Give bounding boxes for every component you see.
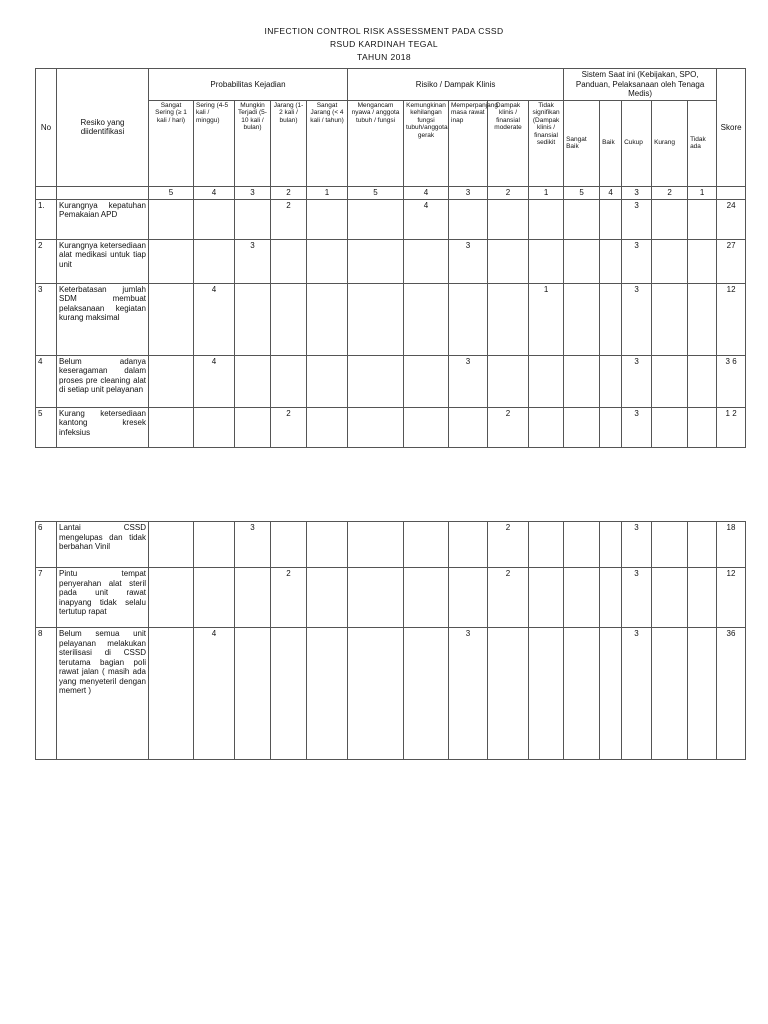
rating-cell — [564, 355, 600, 407]
rating-cell — [235, 407, 271, 447]
rating-cell: 3 — [235, 522, 271, 568]
rating-cell — [194, 199, 235, 239]
rating-cell — [194, 407, 235, 447]
rating-cell — [449, 283, 488, 355]
year-label: TAHUN 2018 — [357, 52, 411, 62]
rating-cell — [194, 239, 235, 283]
rating-cell — [564, 568, 600, 628]
rating-cell — [488, 628, 529, 760]
rating-cell — [652, 355, 688, 407]
rating-cell — [271, 522, 307, 568]
rating-cell — [271, 355, 307, 407]
rating-cell — [149, 628, 194, 760]
header-system-col: Baik — [600, 100, 622, 186]
weight-cell: 3 — [235, 186, 271, 199]
table-row — [36, 283, 746, 355]
rating-cell: 3 — [622, 568, 652, 628]
rating-cell: 3 — [449, 239, 488, 283]
rating-cell — [348, 407, 404, 447]
score-cell: 24 — [717, 199, 746, 239]
score-cell: 1 2 — [717, 407, 746, 447]
rating-cell — [564, 199, 600, 239]
row-number: 6 — [36, 522, 57, 568]
rating-cell — [348, 283, 404, 355]
header-probability-col: Sangat Sering (≥ 1 kali / hari) — [149, 100, 194, 186]
weight-cell: 2 — [652, 186, 688, 199]
rating-cell — [688, 407, 717, 447]
rating-cell — [348, 355, 404, 407]
header-system-col: Cukup — [622, 100, 652, 186]
score-cell: 3 6 — [717, 355, 746, 407]
rating-cell — [348, 239, 404, 283]
rating-cell — [307, 407, 348, 447]
rating-cell: 4 — [404, 199, 449, 239]
row-number: 5 — [36, 407, 57, 447]
rating-cell — [449, 407, 488, 447]
risk-description: Belum semua unit pelayanan melakukan sterilisasi di CSSD terutama bagian poli rawat jalan ( masih ada yang menyeteril dengan memert ) — [57, 628, 149, 760]
rating-cell: 4 — [194, 283, 235, 355]
weight-cell: 3 — [449, 186, 488, 199]
risk-table-page-1 — [35, 68, 746, 448]
weight-cell: 1 — [688, 186, 717, 199]
rating-cell: 2 — [488, 522, 529, 568]
rating-cell — [600, 283, 622, 355]
risk-description: Kurangnya kepatuhan Pemakaian APD — [57, 199, 149, 239]
header-impact-col: Mengancam nyawa / anggota tubuh / fungsi — [348, 100, 404, 186]
rating-cell — [564, 522, 600, 568]
header-system-col: Tidak ada — [688, 100, 717, 186]
rating-cell — [564, 239, 600, 283]
weight-cell: 5 — [348, 186, 404, 199]
rating-cell — [529, 407, 564, 447]
rating-cell — [688, 283, 717, 355]
rating-cell — [529, 568, 564, 628]
header-impact-col: Dampak klinis / finansial moderate — [488, 100, 529, 186]
weight-cell: 4 — [194, 186, 235, 199]
weight-cell: 5 — [564, 186, 600, 199]
rating-cell — [449, 568, 488, 628]
rating-cell — [307, 628, 348, 760]
rating-cell — [652, 522, 688, 568]
row-number: 8 — [36, 628, 57, 760]
row-number: 4 — [36, 355, 57, 407]
row-number: 1. — [36, 199, 57, 239]
rating-cell — [688, 239, 717, 283]
hospital-name: RSUD KARDINAH TEGAL — [329, 39, 439, 49]
weight-cell: 1 — [307, 186, 348, 199]
rating-cell: 2 — [271, 407, 307, 447]
rating-cell: 3 — [622, 355, 652, 407]
rating-cell: 3 — [449, 628, 488, 760]
rating-cell: 3 — [622, 522, 652, 568]
rating-cell: 2 — [271, 568, 307, 628]
rating-cell — [652, 407, 688, 447]
rating-cell — [348, 628, 404, 760]
rating-cell — [529, 199, 564, 239]
header-system-col: Kurang — [652, 100, 688, 186]
rating-cell — [194, 522, 235, 568]
rating-cell — [652, 568, 688, 628]
weight-cell: 4 — [600, 186, 622, 199]
rating-cell — [488, 283, 529, 355]
rating-cell — [564, 628, 600, 760]
rating-cell — [307, 522, 348, 568]
rating-cell — [404, 628, 449, 760]
rating-cell — [652, 239, 688, 283]
rating-cell — [449, 522, 488, 568]
header-current-system-group: Sistem Saat ini (Kebijakan, SPO, Panduan, Pelaksanaan oleh Tenaga Medis) — [564, 69, 717, 101]
rating-cell — [307, 568, 348, 628]
rating-cell — [600, 407, 622, 447]
rating-cell — [600, 568, 622, 628]
weight-cell: 2 — [271, 186, 307, 199]
rating-cell — [348, 568, 404, 628]
header-no: No — [36, 69, 57, 187]
rating-cell — [404, 407, 449, 447]
risk-description: Pintu tempat penyerahan alat steril pada unit rawat inapyang tidak selalu tertutup rapat — [57, 568, 149, 628]
table-row — [36, 199, 746, 239]
rating-cell — [600, 199, 622, 239]
risk-table-page-2 — [35, 521, 746, 760]
rating-cell — [564, 407, 600, 447]
rating-cell — [404, 239, 449, 283]
rating-cell — [488, 199, 529, 239]
rating-cell: 3 — [449, 355, 488, 407]
rating-cell: 3 — [235, 239, 271, 283]
rating-cell — [404, 283, 449, 355]
rating-cell — [449, 199, 488, 239]
rating-cell — [488, 355, 529, 407]
score-cell: 18 — [717, 522, 746, 568]
rating-cell — [149, 355, 194, 407]
rating-cell — [307, 283, 348, 355]
rating-cell — [194, 568, 235, 628]
table-row — [36, 407, 746, 447]
rating-cell: 4 — [194, 628, 235, 760]
score-cell: 36 — [717, 628, 746, 760]
header-risk: Resiko yang diidentifikasi — [57, 69, 149, 187]
weight-cell: 5 — [149, 186, 194, 199]
rating-cell — [404, 522, 449, 568]
rating-cell — [307, 199, 348, 239]
rating-cell — [688, 568, 717, 628]
rating-cell — [348, 199, 404, 239]
rating-cell — [529, 628, 564, 760]
row-number: 7 — [36, 568, 57, 628]
row-number: 3 — [36, 283, 57, 355]
rating-cell — [348, 522, 404, 568]
header-probability-col: Sering (4-5 kali / minggu) — [194, 100, 235, 186]
score-cell: 12 — [717, 283, 746, 355]
weight-cell: 4 — [404, 186, 449, 199]
rating-cell — [307, 239, 348, 283]
rating-cell — [149, 522, 194, 568]
rating-cell — [404, 355, 449, 407]
rating-cell — [600, 355, 622, 407]
rating-cell — [149, 407, 194, 447]
rating-cell — [307, 355, 348, 407]
rating-cell — [564, 283, 600, 355]
rating-cell — [149, 283, 194, 355]
rating-cell — [529, 522, 564, 568]
header-clinical-impact-group: Risiko / Dampak Klinis — [348, 69, 564, 101]
table-row — [36, 628, 746, 760]
header-probability-group: Probabilitas Kejadian — [149, 69, 348, 101]
rating-cell: 4 — [194, 355, 235, 407]
header-impact-col: Tidak signifikan (Dampak klinis / finansial sedikit — [529, 100, 564, 186]
rating-cell: 3 — [622, 199, 652, 239]
rating-cell — [149, 568, 194, 628]
header-impact-col: Kemungkinan kehilangan fungsi tubuh/anggota gerak — [404, 100, 449, 186]
rating-cell: 3 — [622, 407, 652, 447]
rating-cell — [235, 283, 271, 355]
rating-cell — [271, 283, 307, 355]
document-title: INFECTION CONTROL RISK ASSESSMENT PADA CSSD — [264, 26, 504, 36]
rating-cell: 2 — [271, 199, 307, 239]
row-number: 2 — [36, 239, 57, 283]
rating-cell — [488, 239, 529, 283]
rating-cell: 3 — [622, 239, 652, 283]
rating-cell — [600, 522, 622, 568]
rating-cell: 1 — [529, 283, 564, 355]
rating-cell — [600, 239, 622, 283]
header-probability-col: Jarang (1-2 kali / bulan) — [271, 100, 307, 186]
rating-cell — [688, 355, 717, 407]
table-row — [36, 355, 746, 407]
rating-cell: 2 — [488, 407, 529, 447]
rating-cell — [235, 628, 271, 760]
rating-cell — [688, 199, 717, 239]
rating-cell — [235, 199, 271, 239]
rating-cell — [600, 628, 622, 760]
rating-cell — [652, 199, 688, 239]
rating-cell: 3 — [622, 628, 652, 760]
table-row — [36, 568, 746, 628]
header-impact-col: Memperpanjang masa rawat inap — [449, 100, 488, 186]
risk-description: Keterbatasan jumlah SDM membuat pelaksanaan kegiatan kurang maksimal — [57, 283, 149, 355]
rating-cell — [652, 283, 688, 355]
table-row — [36, 239, 746, 283]
risk-description: Lantai CSSD mengelupas dan tidak berbahan Vinil — [57, 522, 149, 568]
table-row — [36, 522, 746, 568]
risk-description: Kurang ketersediaan kantong kresek infeksius — [57, 407, 149, 447]
header-system-col: Sangat Baik — [564, 100, 600, 186]
header-probability-col: Sangat Jarang (< 4 kali / tahun) — [307, 100, 348, 186]
rating-cell — [529, 239, 564, 283]
rating-cell — [688, 628, 717, 760]
rating-cell — [688, 522, 717, 568]
rating-cell — [529, 355, 564, 407]
rating-cell — [271, 628, 307, 760]
rating-cell — [235, 355, 271, 407]
rating-cell: 3 — [622, 283, 652, 355]
weight-cell: 3 — [622, 186, 652, 199]
rating-cell — [235, 568, 271, 628]
weight-cell: 1 — [529, 186, 564, 199]
rating-cell — [271, 239, 307, 283]
score-cell: 27 — [717, 239, 746, 283]
rating-cell — [149, 239, 194, 283]
header-score: Skore — [717, 69, 746, 187]
risk-description: Kurangnya ketersediaan alat medikasi untuk tiap unit — [57, 239, 149, 283]
rating-cell: 2 — [488, 568, 529, 628]
score-cell: 12 — [717, 568, 746, 628]
rating-cell — [149, 199, 194, 239]
risk-description: Belum adanya keseragaman dalam proses pre cleaning alat di setiap unit pelayanan — [57, 355, 149, 407]
weight-cell: 2 — [488, 186, 529, 199]
rating-cell — [404, 568, 449, 628]
header-probability-col: Mungkin Terjadi (5-10 kali / bulan) — [235, 100, 271, 186]
weights-row — [36, 186, 746, 199]
rating-cell — [652, 628, 688, 760]
